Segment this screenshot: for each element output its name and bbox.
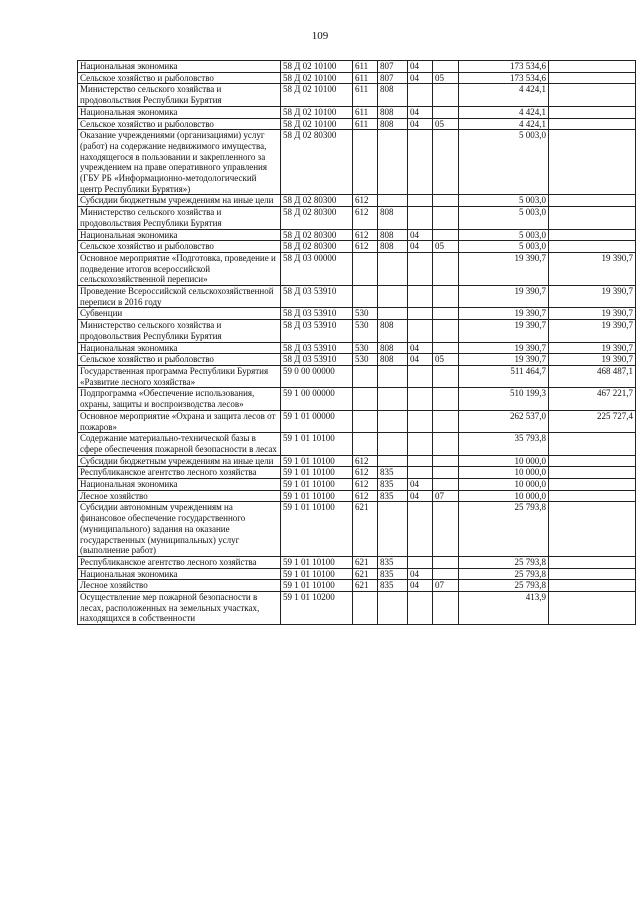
row-code-cell: 58 Д 03 53910: [281, 286, 353, 308]
row-gr-cell: 835: [378, 490, 408, 502]
row-sum-2016-cell: 10 000,0: [459, 479, 549, 491]
row-rz-cell: [408, 556, 433, 568]
row-vr-cell: 530: [353, 320, 378, 342]
row-vr-cell: 621: [353, 568, 378, 580]
row-sum-federal-cell: [549, 118, 636, 130]
row-sum-federal-cell: [549, 479, 636, 491]
row-vr-cell: 611: [353, 72, 378, 84]
row-gr-cell: [378, 286, 408, 308]
row-pr-cell: 07: [433, 580, 459, 592]
row-vr-cell: 611: [353, 84, 378, 106]
row-gr-cell: 808: [378, 84, 408, 106]
row-sum-federal-cell: 19 390,7: [549, 308, 636, 320]
row-pr-cell: [433, 410, 459, 432]
row-name-cell: Оказание учреждениями (организациями) услуг (работ) на содержание недвижимого имущества, находящегося в пользовании и закрепленного за учреждением на праве оперативного управления (ГБУ РБ «Информационно-методологический центр Республики Бурятия»): [78, 130, 281, 195]
row-vr-cell: 612: [353, 490, 378, 502]
budget-table: [77, 60, 636, 625]
row-rz-cell: [408, 502, 433, 557]
row-rz-cell: 04: [408, 354, 433, 366]
row-rz-cell: 04: [408, 580, 433, 592]
row-vr-cell: 530: [353, 342, 378, 354]
row-code-cell: 58 Д 02 80300: [281, 195, 353, 207]
row-sum-2016-cell: 19 390,7: [459, 308, 549, 320]
row-code-cell: 59 1 01 00000: [281, 410, 353, 432]
row-rz-cell: [408, 286, 433, 308]
row-pr-cell: [433, 568, 459, 580]
row-rz-cell: 04: [408, 241, 433, 253]
row-sum-2016-cell: 4 424,1: [459, 118, 549, 130]
row-rz-cell: [408, 207, 433, 229]
row-rz-cell: 04: [408, 568, 433, 580]
row-vr-cell: 612: [353, 195, 378, 207]
table-row: [78, 433, 636, 455]
row-vr-cell: [353, 130, 378, 195]
row-name-cell: Основное мероприятие «Подготовка, проведение и подведение итогов всероссийской сельскохозяйственной переписи»: [78, 252, 281, 285]
row-rz-cell: [408, 388, 433, 410]
table-row: [78, 252, 636, 285]
row-name-cell: Национальная экономика: [78, 568, 281, 580]
row-code-cell: 58 Д 03 53910: [281, 308, 353, 320]
row-rz-cell: [408, 455, 433, 467]
row-sum-federal-cell: 467 221,7: [549, 388, 636, 410]
row-vr-cell: [353, 592, 378, 625]
row-rz-cell: [408, 433, 433, 455]
row-sum-federal-cell: 468 487,1: [549, 365, 636, 387]
row-name-cell: Субсидии автономным учреждениям на финансовое обеспечение государственного (муниципального) задания на оказание государственных (муниципальных) услуг (выполнение работ): [78, 502, 281, 557]
row-name-cell: Осуществление мер пожарной безопасности в лесах, расположенных на земельных участках, находящихся в собственности: [78, 592, 281, 625]
row-sum-federal-cell: 19 390,7: [549, 342, 636, 354]
row-pr-cell: [433, 467, 459, 479]
row-gr-cell: [378, 308, 408, 320]
row-rz-cell: [408, 365, 433, 387]
row-vr-cell: 530: [353, 308, 378, 320]
row-pr-cell: [433, 592, 459, 625]
row-sum-federal-cell: [549, 207, 636, 229]
row-pr-cell: [433, 342, 459, 354]
row-sum-federal-cell: [549, 433, 636, 455]
row-sum-2016-cell: 35 793,8: [459, 433, 549, 455]
row-sum-federal-cell: [549, 455, 636, 467]
row-sum-2016-cell: 19 390,7: [459, 342, 549, 354]
row-rz-cell: 04: [408, 229, 433, 241]
table-row: [78, 320, 636, 342]
row-sum-federal-cell: 225 727,4: [549, 410, 636, 432]
table-row: [78, 556, 636, 568]
row-vr-cell: [353, 286, 378, 308]
row-name-cell: Сельское хозяйство и рыболовство: [78, 241, 281, 253]
row-sum-2016-cell: 10 000,0: [459, 490, 549, 502]
row-pr-cell: 05: [433, 72, 459, 84]
row-sum-2016-cell: 25 793,8: [459, 580, 549, 592]
row-sum-2016-cell: 10 000,0: [459, 455, 549, 467]
row-name-cell: Национальная экономика: [78, 229, 281, 241]
row-vr-cell: 612: [353, 241, 378, 253]
row-gr-cell: 808: [378, 207, 408, 229]
row-sum-federal-cell: [549, 592, 636, 625]
row-rz-cell: [408, 308, 433, 320]
row-gr-cell: [378, 388, 408, 410]
row-sum-federal-cell: [549, 568, 636, 580]
row-gr-cell: 808: [378, 118, 408, 130]
row-sum-federal-cell: [549, 130, 636, 195]
table-row: [78, 479, 636, 491]
row-name-cell: Министерство сельского хозяйства и продовольствия Республики Бурятия: [78, 84, 281, 106]
row-code-cell: 58 Д 03 53910: [281, 354, 353, 366]
row-sum-federal-cell: [549, 106, 636, 118]
table-row: [78, 72, 636, 84]
table-row: [78, 342, 636, 354]
row-rz-cell: [408, 84, 433, 106]
row-code-cell: 59 1 01 10200: [281, 592, 353, 625]
row-gr-cell: 835: [378, 580, 408, 592]
row-name-cell: Сельское хозяйство и рыболовство: [78, 118, 281, 130]
row-rz-cell: [408, 320, 433, 342]
row-code-cell: 59 1 01 10100: [281, 502, 353, 557]
table-row: [78, 229, 636, 241]
row-pr-cell: 05: [433, 241, 459, 253]
table-row: [78, 467, 636, 479]
row-gr-cell: 808: [378, 241, 408, 253]
row-sum-2016-cell: 413,9: [459, 592, 549, 625]
row-vr-cell: 621: [353, 502, 378, 557]
row-sum-2016-cell: 5 003,0: [459, 195, 549, 207]
row-vr-cell: 612: [353, 479, 378, 491]
row-pr-cell: [433, 455, 459, 467]
table-row: [78, 118, 636, 130]
row-sum-2016-cell: 5 003,0: [459, 229, 549, 241]
row-code-cell: 58 Д 02 10100: [281, 84, 353, 106]
table-row: [78, 388, 636, 410]
row-rz-cell: 04: [408, 342, 433, 354]
row-name-cell: Министерство сельского хозяйства и продовольствия Республики Бурятия: [78, 320, 281, 342]
row-sum-2016-cell: 510 199,3: [459, 388, 549, 410]
row-pr-cell: [433, 479, 459, 491]
row-code-cell: 59 1 01 10100: [281, 556, 353, 568]
row-code-cell: 58 Д 03 53910: [281, 320, 353, 342]
row-pr-cell: [433, 61, 459, 73]
row-code-cell: 58 Д 02 10100: [281, 106, 353, 118]
row-gr-cell: [378, 592, 408, 625]
row-pr-cell: 05: [433, 118, 459, 130]
row-gr-cell: [378, 502, 408, 557]
row-name-cell: Субвенции: [78, 308, 281, 320]
row-name-cell: Национальная экономика: [78, 61, 281, 73]
row-sum-federal-cell: [549, 241, 636, 253]
row-vr-cell: 621: [353, 556, 378, 568]
row-sum-federal-cell: [549, 61, 636, 73]
row-gr-cell: 808: [378, 342, 408, 354]
row-code-cell: 59 1 01 10100: [281, 580, 353, 592]
row-gr-cell: 808: [378, 320, 408, 342]
table-row: [78, 207, 636, 229]
row-pr-cell: [433, 502, 459, 557]
row-vr-cell: [353, 433, 378, 455]
row-pr-cell: [433, 433, 459, 455]
row-name-cell: Республиканское агентство лесного хозяйства: [78, 467, 281, 479]
row-rz-cell: [408, 592, 433, 625]
row-pr-cell: [433, 229, 459, 241]
row-sum-2016-cell: 262 537,0: [459, 410, 549, 432]
row-code-cell: 58 Д 02 80300: [281, 130, 353, 195]
row-gr-cell: [378, 433, 408, 455]
row-rz-cell: [408, 410, 433, 432]
row-rz-cell: 04: [408, 106, 433, 118]
table-row: [78, 241, 636, 253]
row-sum-2016-cell: 173 534,6: [459, 72, 549, 84]
row-vr-cell: 621: [353, 580, 378, 592]
row-pr-cell: [433, 207, 459, 229]
row-sum-2016-cell: 4 424,1: [459, 84, 549, 106]
row-rz-cell: 04: [408, 118, 433, 130]
row-sum-federal-cell: [549, 229, 636, 241]
row-code-cell: 59 1 01 10100: [281, 490, 353, 502]
row-sum-2016-cell: 25 793,8: [459, 568, 549, 580]
row-name-cell: Государственная программа Республики Бурятия «Развитие лесного хозяйства»: [78, 365, 281, 387]
page-number: 109: [311, 30, 329, 42]
row-name-cell: Субсидии бюджетным учреждениям на иные цели: [78, 455, 281, 467]
row-pr-cell: [433, 556, 459, 568]
table-row: [78, 61, 636, 73]
row-name-cell: Национальная экономика: [78, 106, 281, 118]
row-pr-cell: [433, 130, 459, 195]
row-code-cell: 58 Д 02 10100: [281, 61, 353, 73]
row-sum-federal-cell: [549, 467, 636, 479]
row-gr-cell: [378, 455, 408, 467]
row-gr-cell: 807: [378, 72, 408, 84]
row-sum-federal-cell: [549, 195, 636, 207]
row-code-cell: 59 0 00 00000: [281, 365, 353, 387]
row-sum-federal-cell: [549, 502, 636, 557]
row-gr-cell: [378, 252, 408, 285]
row-sum-2016-cell: 25 793,8: [459, 502, 549, 557]
row-sum-federal-cell: 19 390,7: [549, 252, 636, 285]
row-pr-cell: [433, 84, 459, 106]
row-sum-federal-cell: [549, 84, 636, 106]
row-name-cell: Проведение Всероссийской сельскохозяйственной переписи в 2016 году: [78, 286, 281, 308]
row-vr-cell: 612: [353, 207, 378, 229]
budget-table-body: [78, 61, 636, 625]
row-pr-cell: [433, 308, 459, 320]
row-sum-2016-cell: 4 424,1: [459, 106, 549, 118]
row-code-cell: 58 Д 02 80300: [281, 207, 353, 229]
row-sum-2016-cell: 10 000,0: [459, 467, 549, 479]
row-code-cell: 59 1 01 10100: [281, 467, 353, 479]
row-rz-cell: [408, 252, 433, 285]
row-name-cell: Содержание материально-технической базы в сфере обеспечения пожарной безопасности в лесах: [78, 433, 281, 455]
row-vr-cell: [353, 252, 378, 285]
row-sum-federal-cell: 19 390,7: [549, 320, 636, 342]
row-code-cell: 59 1 01 10100: [281, 479, 353, 491]
row-vr-cell: [353, 365, 378, 387]
row-pr-cell: [433, 195, 459, 207]
row-sum-2016-cell: 173 534,6: [459, 61, 549, 73]
row-vr-cell: 612: [353, 467, 378, 479]
row-code-cell: 59 1 01 10100: [281, 433, 353, 455]
row-name-cell: Национальная экономика: [78, 479, 281, 491]
row-vr-cell: 530: [353, 354, 378, 366]
row-pr-cell: 07: [433, 490, 459, 502]
row-sum-federal-cell: [549, 490, 636, 502]
row-sum-2016-cell: 19 390,7: [459, 252, 549, 285]
row-sum-2016-cell: 19 390,7: [459, 320, 549, 342]
row-rz-cell: [408, 467, 433, 479]
row-rz-cell: 04: [408, 61, 433, 73]
row-vr-cell: 612: [353, 455, 378, 467]
row-vr-cell: 611: [353, 106, 378, 118]
row-code-cell: 59 1 00 00000: [281, 388, 353, 410]
row-sum-federal-cell: [549, 72, 636, 84]
row-name-cell: Лесное хозяйство: [78, 490, 281, 502]
table-row: [78, 308, 636, 320]
row-code-cell: 58 Д 02 80300: [281, 241, 353, 253]
row-gr-cell: [378, 410, 408, 432]
row-code-cell: 58 Д 02 10100: [281, 118, 353, 130]
table-row: [78, 106, 636, 118]
row-code-cell: 58 Д 03 00000: [281, 252, 353, 285]
row-pr-cell: [433, 320, 459, 342]
row-sum-federal-cell: 19 390,7: [549, 354, 636, 366]
row-code-cell: 58 Д 02 80300: [281, 229, 353, 241]
row-code-cell: 59 1 01 10100: [281, 568, 353, 580]
row-rz-cell: [408, 195, 433, 207]
row-sum-2016-cell: 5 003,0: [459, 130, 549, 195]
row-pr-cell: [433, 252, 459, 285]
table-row: [78, 84, 636, 106]
row-code-cell: 58 Д 02 10100: [281, 72, 353, 84]
table-row: [78, 410, 636, 432]
row-gr-cell: [378, 195, 408, 207]
table-row: [78, 455, 636, 467]
row-gr-cell: 835: [378, 467, 408, 479]
row-gr-cell: 808: [378, 106, 408, 118]
row-rz-cell: [408, 130, 433, 195]
row-code-cell: 58 Д 03 53910: [281, 342, 353, 354]
table-row: [78, 354, 636, 366]
row-sum-federal-cell: [549, 556, 636, 568]
row-sum-2016-cell: 511 464,7: [459, 365, 549, 387]
row-gr-cell: [378, 365, 408, 387]
row-name-cell: Республиканское агентство лесного хозяйства: [78, 556, 281, 568]
row-gr-cell: [378, 130, 408, 195]
row-vr-cell: [353, 410, 378, 432]
table-row: [78, 195, 636, 207]
table-row: [78, 568, 636, 580]
row-rz-cell: 04: [408, 490, 433, 502]
row-vr-cell: 611: [353, 118, 378, 130]
row-code-cell: 59 1 01 10100: [281, 455, 353, 467]
row-name-cell: Основное мероприятие «Охрана и защита лесов от пожаров»: [78, 410, 281, 432]
table-row: [78, 490, 636, 502]
row-vr-cell: [353, 388, 378, 410]
table-row: [78, 592, 636, 625]
row-sum-federal-cell: [549, 580, 636, 592]
row-pr-cell: [433, 365, 459, 387]
row-gr-cell: 835: [378, 568, 408, 580]
row-name-cell: Сельское хозяйство и рыболовство: [78, 72, 281, 84]
row-rz-cell: 04: [408, 479, 433, 491]
row-gr-cell: 808: [378, 229, 408, 241]
row-gr-cell: 808: [378, 354, 408, 366]
row-name-cell: Субсидии бюджетным учреждениям на иные цели: [78, 195, 281, 207]
row-vr-cell: 612: [353, 229, 378, 241]
row-vr-cell: 611: [353, 61, 378, 73]
row-sum-2016-cell: 25 793,8: [459, 556, 549, 568]
row-pr-cell: 05: [433, 354, 459, 366]
row-pr-cell: [433, 106, 459, 118]
row-pr-cell: [433, 388, 459, 410]
row-sum-2016-cell: 19 390,7: [459, 354, 549, 366]
table-row: [78, 286, 636, 308]
row-rz-cell: 04: [408, 72, 433, 84]
row-sum-federal-cell: 19 390,7: [549, 286, 636, 308]
table-row: [78, 502, 636, 557]
table-row: [78, 365, 636, 387]
table-row: [78, 580, 636, 592]
row-gr-cell: 835: [378, 556, 408, 568]
row-gr-cell: 835: [378, 479, 408, 491]
row-name-cell: Национальная экономика: [78, 342, 281, 354]
row-pr-cell: [433, 286, 459, 308]
row-sum-2016-cell: 19 390,7: [459, 286, 549, 308]
row-name-cell: Подпрограмма «Обеспечение использования, охраны, защиты и воспроизводства лесов»: [78, 388, 281, 410]
row-name-cell: Сельское хозяйство и рыболовство: [78, 354, 281, 366]
row-name-cell: Министерство сельского хозяйства и продовольствия Республики Бурятия: [78, 207, 281, 229]
row-name-cell: Лесное хозяйство: [78, 580, 281, 592]
row-sum-2016-cell: 5 003,0: [459, 207, 549, 229]
row-sum-2016-cell: 5 003,0: [459, 241, 549, 253]
row-gr-cell: 807: [378, 61, 408, 73]
table-row: [78, 130, 636, 195]
